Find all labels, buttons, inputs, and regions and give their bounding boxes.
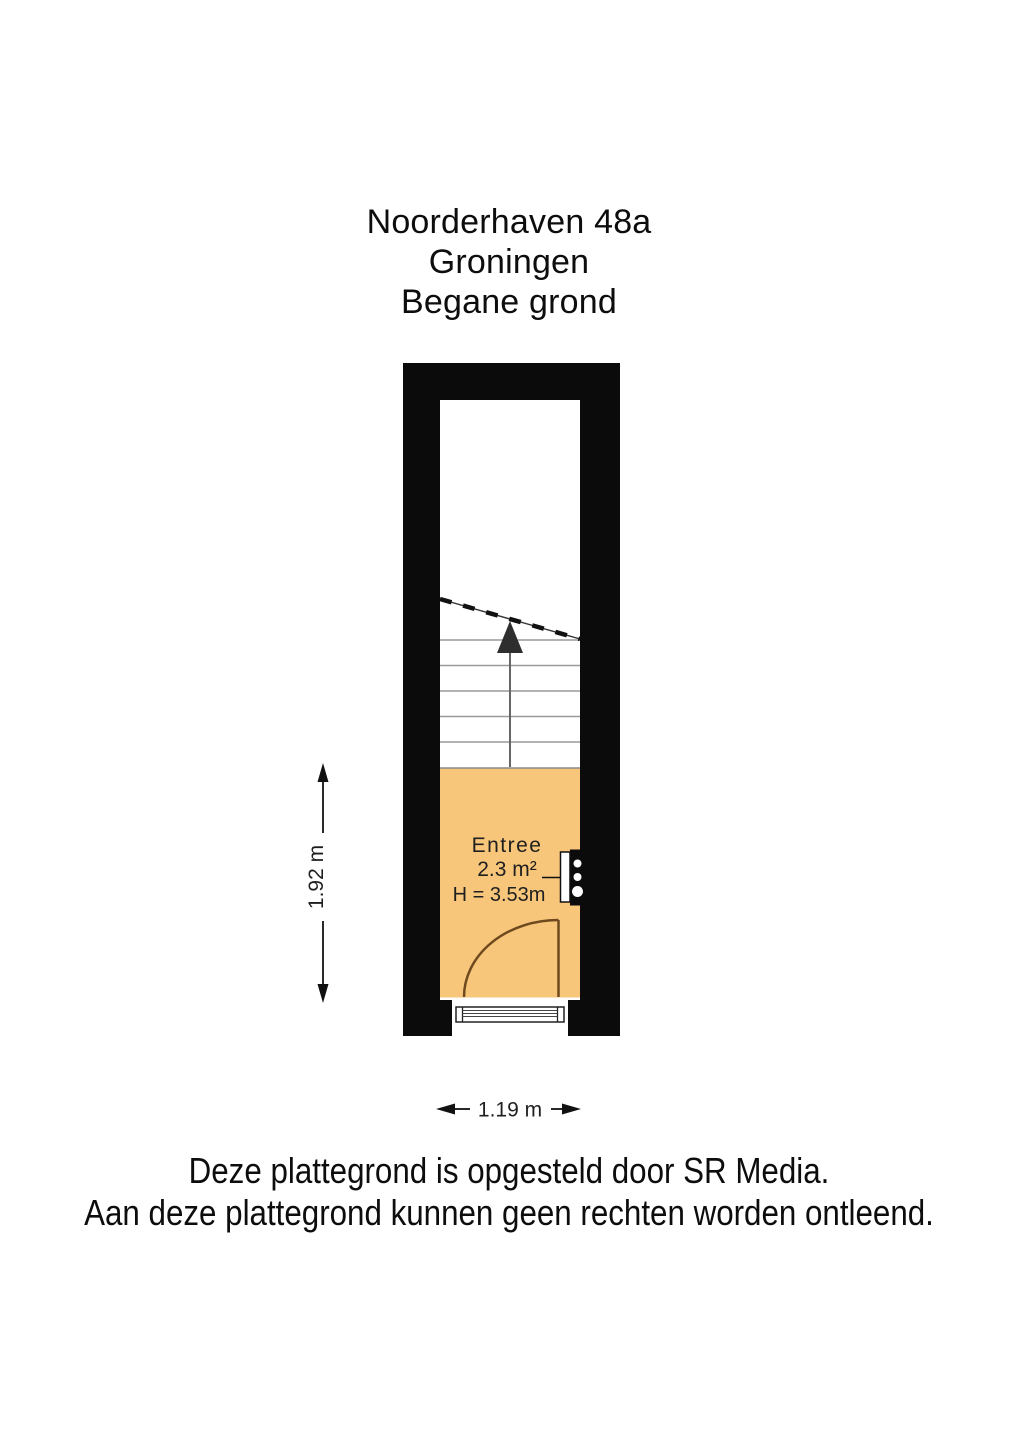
disclaimer (0, 1150, 1018, 1234)
room-name-label: Entree (471, 834, 543, 857)
title-city: Groningen (428, 243, 590, 281)
room-area-label: 2.3 m² (477, 858, 537, 881)
title-address: Noorderhaven 48a (366, 203, 652, 241)
title-floor: Begane grond (400, 283, 618, 321)
dim-arrow-right-icon (562, 1104, 581, 1115)
dim-arrow-down-icon (318, 984, 329, 1003)
room-height-label: H = 3.53m (452, 884, 546, 906)
vertical-dimension-label: 1.92 m (305, 844, 328, 910)
dim-arrow-up-icon (318, 763, 329, 782)
disclaimer-line-1: Deze plattegrond is opgesteld door SR Media. (188, 1150, 830, 1191)
horizontal-dimension-label: 1.19 m (477, 1098, 543, 1122)
dim-arrow-left-icon (436, 1104, 455, 1115)
front-door-sill (456, 1007, 564, 1022)
fixture-knob (574, 873, 582, 881)
fixture-knob (572, 886, 583, 897)
fixture-knob (574, 860, 582, 868)
fixture-panel (561, 852, 571, 902)
disclaimer-line-2: Aan deze plattegrond kunnen geen rechten worden ontleend. (84, 1192, 934, 1233)
sill-frame (456, 1007, 564, 1022)
